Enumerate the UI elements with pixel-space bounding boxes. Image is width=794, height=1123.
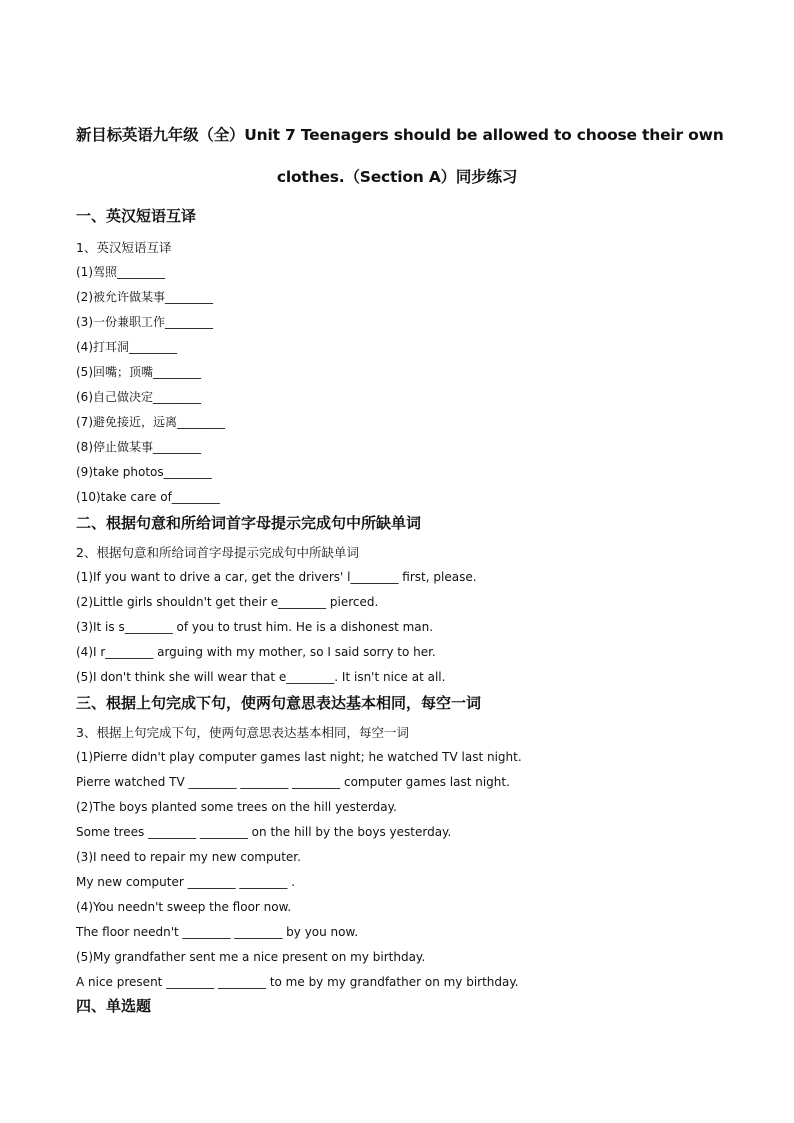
title-line-2: clothes.（Section A）同步练习 bbox=[276, 168, 518, 186]
question-item: (4)You needn't sweep the floor now. bbox=[76, 900, 292, 914]
question-item: (1)驾照________ bbox=[76, 265, 165, 279]
question-item: (10)take care of________ bbox=[76, 490, 220, 504]
question-item: (7)避免接近，远离________ bbox=[76, 415, 225, 429]
section-4 bbox=[76, 995, 718, 1017]
question-item: (2)The boys planted some trees on the hill yesterday. bbox=[76, 800, 397, 814]
document-title bbox=[76, 0, 724, 198]
section-heading: 二、根据句意和所给词首字母提示完成句中所缺单词 bbox=[76, 514, 422, 532]
question-item: A nice present ________ ________ to me by my grandfather on my birthday. bbox=[76, 975, 519, 989]
question-item: (1)Pierre didn't play computer games last night; he watched TV last night. bbox=[76, 750, 522, 764]
question-item: (6)自己做决定________ bbox=[76, 390, 201, 404]
section-1 bbox=[76, 205, 718, 510]
question-instruction: 2、根据句意和所给词首字母提示完成句中所缺单词 bbox=[76, 545, 359, 560]
question-item: (3)I need to repair my new computer. bbox=[76, 850, 301, 864]
section-heading: 三、根据上句完成下句，使两句意思表达基本相同，每空一词 bbox=[76, 694, 482, 712]
question-item: (4)打耳洞________ bbox=[76, 340, 177, 354]
question-item: Some trees ________ ________ on the hill by the boys yesterday. bbox=[76, 825, 452, 839]
question-item: (8)停止做某事________ bbox=[76, 440, 201, 454]
question-instruction: 3、根据上句完成下句，使两句意思表达基本相同，每空一词 bbox=[76, 725, 409, 740]
section-2 bbox=[76, 512, 718, 690]
question-item: (5)I don't think she will wear that e________. It isn't nice at all. bbox=[76, 670, 446, 684]
section-heading: 一、英汉短语互译 bbox=[76, 207, 197, 225]
question-item: (3)一份兼职工作________ bbox=[76, 315, 213, 329]
title-line-1: 新目标英语九年级（全）Unit 7 Teenagers should be allowed to choose their own bbox=[76, 126, 724, 144]
question-item: (9)take photos________ bbox=[76, 465, 212, 479]
question-item: (5)My grandfather sent me a nice present on my birthday. bbox=[76, 950, 426, 964]
question-item: (1)If you want to drive a car, get the drivers' l________ first, please. bbox=[76, 570, 477, 584]
question-item: The floor needn't ________ ________ by you now. bbox=[76, 925, 359, 939]
section-heading: 四、单选题 bbox=[76, 997, 152, 1015]
question-item: (5)回嘴；顶嘴________ bbox=[76, 365, 201, 379]
question-item: (2)Little girls shouldn't get their e________ pierced. bbox=[76, 595, 379, 609]
question-item: Pierre watched TV ________ ________ ________ computer games last night. bbox=[76, 775, 510, 789]
question-instruction: 1、英汉短语互译 bbox=[76, 240, 172, 255]
section-3 bbox=[76, 692, 718, 995]
question-item: My new computer ________ ________ . bbox=[76, 875, 296, 889]
question-item: (4)I r________ arguing with my mother, so I said sorry to her. bbox=[76, 645, 436, 659]
question-item: (2)被允许做某事________ bbox=[76, 290, 213, 304]
question-item: (3)It is s________ of you to trust him. He is a dishonest man. bbox=[76, 620, 434, 634]
